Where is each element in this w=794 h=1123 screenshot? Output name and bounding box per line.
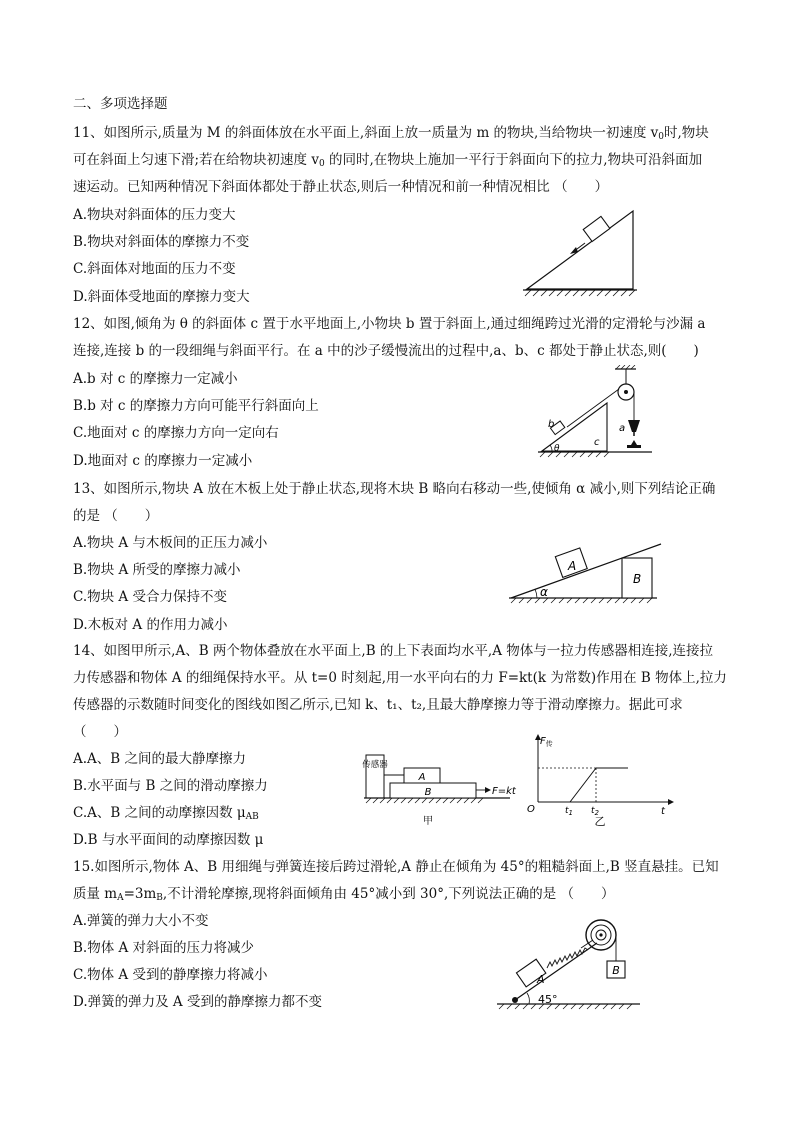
q12-label-theta: θ (554, 444, 560, 454)
q15-stem-line-1: 15.如图所示,物体 A、B 用细绳与弹簧连接后跨过滑轮,A 静止在倾角为 45°的粗糙斜面上,B 竖直悬挂。已知 (73, 859, 719, 875)
q11-option-b: B.物块对斜面体的摩擦力不变 (73, 234, 250, 250)
q14-tick-t1: $t_1$ (565, 806, 573, 817)
q12-label-b: b (548, 419, 555, 430)
q14-stem-line-1: 14、如图甲所示,A、B 两个物体叠放在水平面上,B 的上下表面均水平,A 物体与一拉力传感器相连接,连接拉 (73, 643, 714, 659)
section-title: 二、多项选择题 (73, 96, 168, 112)
q11-stem-line-2: 可在斜面上匀速下滑;若在给物块初速度 $v_0$ 的同时,在物块上施加一平行于斜面向下的拉力,物块可沿斜面加 (73, 152, 703, 169)
q15-stem-line-2: 质量 $m_A=3m_B$,不计滑轮摩擦,现将斜面倾角由 45°减小到 30°,下列说法正确的是 （ ） (73, 886, 615, 903)
q12-label-a: a (619, 423, 626, 434)
q14-label-A: A (418, 772, 426, 783)
q15-option-a: A.弹簧的弹力大小不变 (73, 913, 209, 929)
q14-label-O: O (527, 804, 535, 815)
q15-option-b: B.物体 A 对斜面的压力将减少 (73, 940, 255, 956)
q11-option-d: D.斜面体受地面的摩擦力变大 (73, 289, 250, 305)
q12-option-d: D.地面对 c 的摩擦力一定减小 (73, 453, 253, 469)
q11-stem-line-1: 11、如图所示,质量为 M 的斜面体放在水平面上,斜面上放一质量为 m 的物块,当给物块一初速度 $v_0$时,物块 (73, 125, 709, 142)
q12-option-a: A.b 对 c 的摩擦力一定减小 (73, 371, 238, 387)
q13-board-figure (505, 540, 665, 605)
q13-option-d: D.木板对 A 的作用力减小 (73, 617, 228, 633)
q13-stem-line-2: 的是 （ ） (73, 508, 159, 524)
q12-option-b: B.b 对 c 的摩擦力方向可能平行斜面向上 (73, 398, 319, 414)
q12-label-c: c (594, 437, 600, 448)
q14-stem-line-3: 传感器的示数随时间变化的图线如图乙所示,已知 k、t₁、t₂,且最大静摩擦力等于滑动摩擦力。据此可求 (73, 697, 683, 713)
q14-option-d: D.B 与水平面间的动摩擦因数 μ (73, 832, 264, 848)
q12-stem-line-2: 连接,连接 b 的一段细绳与斜面平行。在 a 中的沙子缓慢流出的过程中,a、b、c 都处于静止状态,则( ) (73, 343, 699, 359)
q15-option-d: D.弹簧的弹力及 A 受到的静摩擦力都不变 (73, 994, 322, 1010)
q13-option-a: A.物块 A 与木板间的正压力减小 (73, 535, 268, 551)
q14-label-yi: 乙 (594, 815, 606, 827)
q13-label-B: B (633, 572, 642, 586)
q15-spring-figure (495, 912, 645, 1012)
q14-option-c: C.A、B 之间的动摩擦因数 $\mu_{AB}$ (73, 805, 259, 822)
q14-axis-F: $F_传$ (540, 736, 553, 748)
q14-tick-t2: $t_2$ (591, 806, 599, 817)
q11-incline-figure (515, 205, 650, 300)
q15-label-angle: 45° (538, 993, 558, 1006)
q11-stem-line-3: 速运动。已知两种情况下斜面体都处于静止状态,则后一种情况和前一种情况相比 （ ） (73, 179, 609, 195)
q14-stem-line-2: 力传感器和物体 A 的细绳保持水平。从 t=0 时刻起,用一水平向右的力 F=kt(k 为常数)作用在 B 物体上,拉力 (73, 670, 727, 686)
q14-label-force: F=kt (492, 786, 516, 797)
q13-label-A: A (568, 559, 577, 573)
q14-label-B: B (424, 787, 432, 798)
q13-label-alpha: α (540, 585, 548, 599)
q14-label-jia: 甲 (423, 816, 433, 827)
q14-label-sensor: 传感器 (362, 760, 388, 770)
q14-axis-t: t (661, 806, 665, 817)
q15-label-A: A (537, 973, 545, 986)
q14-stem-line-4: （ ） (73, 724, 127, 740)
q13-stem-line-1: 13、如图所示,物块 A 放在木板上处于静止状态,现将木块 B 略向右移动一些,使倾角 α 减小,则下列结论正确 (73, 481, 716, 497)
q12-pulley-figure (530, 365, 660, 460)
q12-option-c: C.地面对 c 的摩擦力方向一定向右 (73, 425, 279, 441)
q11-option-c: C.斜面体对地面的压力不变 (73, 261, 236, 277)
q11-option-a: A.物块对斜面体的压力变大 (73, 207, 236, 223)
q13-option-b: B.物块 A 所受的摩擦力减小 (73, 562, 241, 578)
q13-option-c: C.物块 A 受合力保持不变 (73, 589, 227, 605)
q15-label-B: B (612, 964, 620, 977)
q12-stem-line-1: 12、如图,倾角为 θ 的斜面体 c 置于水平地面上,小物块 b 置于斜面上,通过细绳跨过光滑的定滑轮与沙漏 a (73, 316, 706, 332)
q14-figure-yi (518, 732, 678, 827)
q14-figure-jia (360, 752, 520, 827)
q14-option-a: A.A、B 之间的最大静摩擦力 (73, 751, 247, 767)
q14-option-b: B.水平面与 B 之间的滑动摩擦力 (73, 778, 268, 794)
q15-option-c: C.物体 A 受到的静摩擦力将减小 (73, 967, 268, 983)
